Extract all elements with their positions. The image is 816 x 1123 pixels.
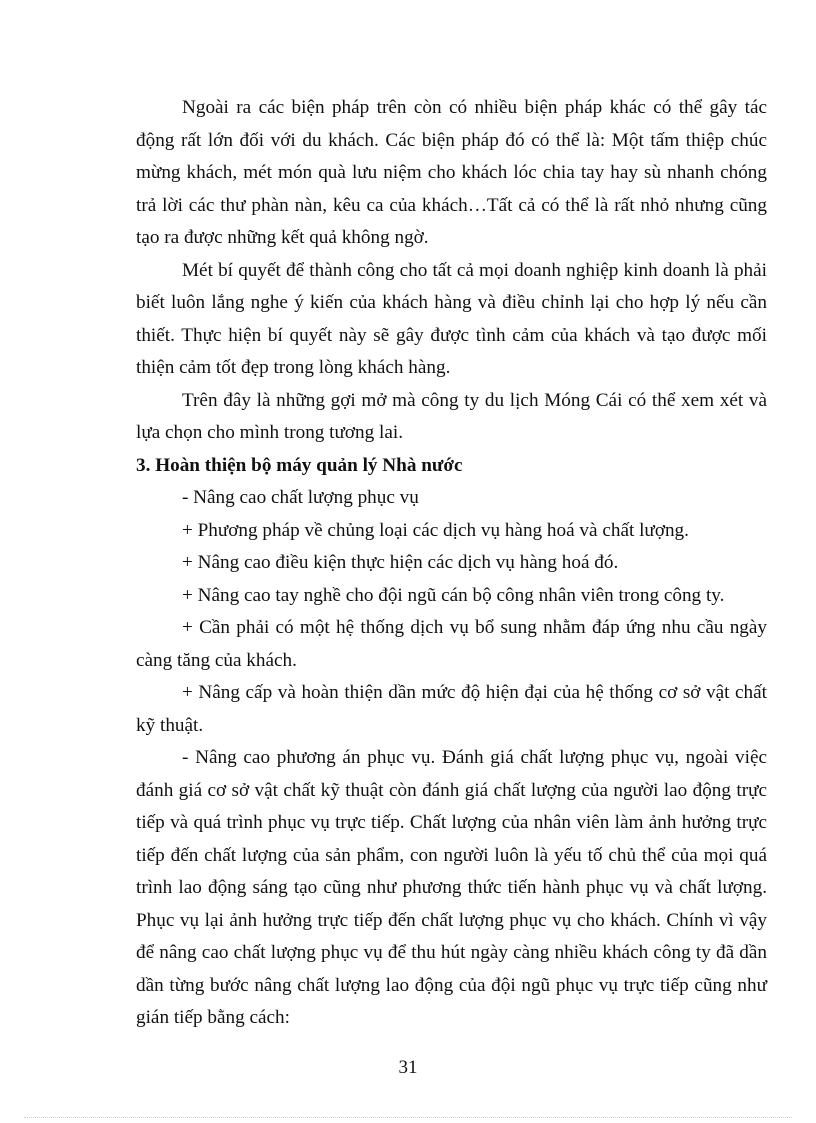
list-item: + Nâng cao tay nghề cho đội ngũ cán bộ công nhân viên trong công ty. — [182, 584, 725, 606]
list-item: + Phương pháp về chủng loại các dịch vụ hàng hoá và chất lượng. — [182, 519, 689, 541]
paragraph-other-measures: Ngoài ra các biện pháp trên còn có nhiều biện pháp khác có thể gây tác động rất lớn đối với du khách. Các biện pháp đó có thể là: Một tấm thiệp chúc mừng khách, mét món quà lưu niệm cho khách lóc chia tay hay sù nhanh chóng trả lời các thư phàn nàn, kêu ca của khách…Tất cả có thể là rất nhỏ nhưng cũng tạo ra được những kết quả không ngờ. — [136, 97, 767, 248]
paragraph-suggestions: Trên đây là những gợi mở mà công ty du lịch Móng Cái có thể xem xét và lựa chọn cho mình trong tương lai. — [136, 389, 767, 443]
list-item: + Nâng cấp và hoàn thiện dần mức độ hiện đại của hệ thống cơ sở vật chất kỹ thuật. — [136, 682, 767, 736]
list-item: + Nâng cao điều kiện thực hiện các dịch vụ hàng hoá đó. — [182, 552, 619, 573]
list-item: + Cần phải có một hệ thống dịch vụ bổ sung nhằm đáp ứng nhu cầu ngày càng tăng của khách. — [136, 617, 767, 671]
section-heading: 3. Hoàn thiện bộ máy quản lý Nhà nước — [136, 454, 463, 476]
list-item: - Nâng cao chất lượng phục vụ — [182, 487, 419, 508]
page-number: 31 — [398, 1057, 418, 1078]
paragraph-secret-of-success: Mét bí quyết để thành công cho tất cả mọi doanh nghiệp kinh doanh là phải biết luôn lắng nghe ý kiến của khách hàng và điều chỉnh lại cho hợp lý nếu cần thiết. Thực hiện bí quyết này sẽ gây được tình cảm của khách và tạo được mối thiện cảm tốt đẹp trong lòng khách hàng. — [136, 259, 767, 378]
list-item: - Nâng cao phương án phục vụ. Đánh giá chất lượng phục vụ, ngoài việc đánh giá cơ sở vật chất kỹ thuật còn đánh giá chất lượng của người lao động trực tiếp và quá trình phục vụ trực tiếp. Chất lượng của nhân viên làm ảnh hưởng trực tiếp đến chất lượng của sản phẩm, con người luôn là yếu tố chủ thể của mọi quá trình lao động sáng tạo cũng như phương thức tiến hành phục vụ và chất lượng. Phục vụ lại ảnh hưởng trực tiếp đến chất lượng phục vụ cho khách. Chính vì vậy để nâng cao chất lượng phục vụ để thu hút ngày càng nhiều khách công ty đã dần dần từng bước nâng chất lượng lao động của đội ngũ phục vụ trực tiếp cũng như gián tiếp bằng cách: — [136, 747, 767, 1028]
page-bottom-divider — [24, 1117, 792, 1118]
document-page — [136, 92, 767, 1035]
